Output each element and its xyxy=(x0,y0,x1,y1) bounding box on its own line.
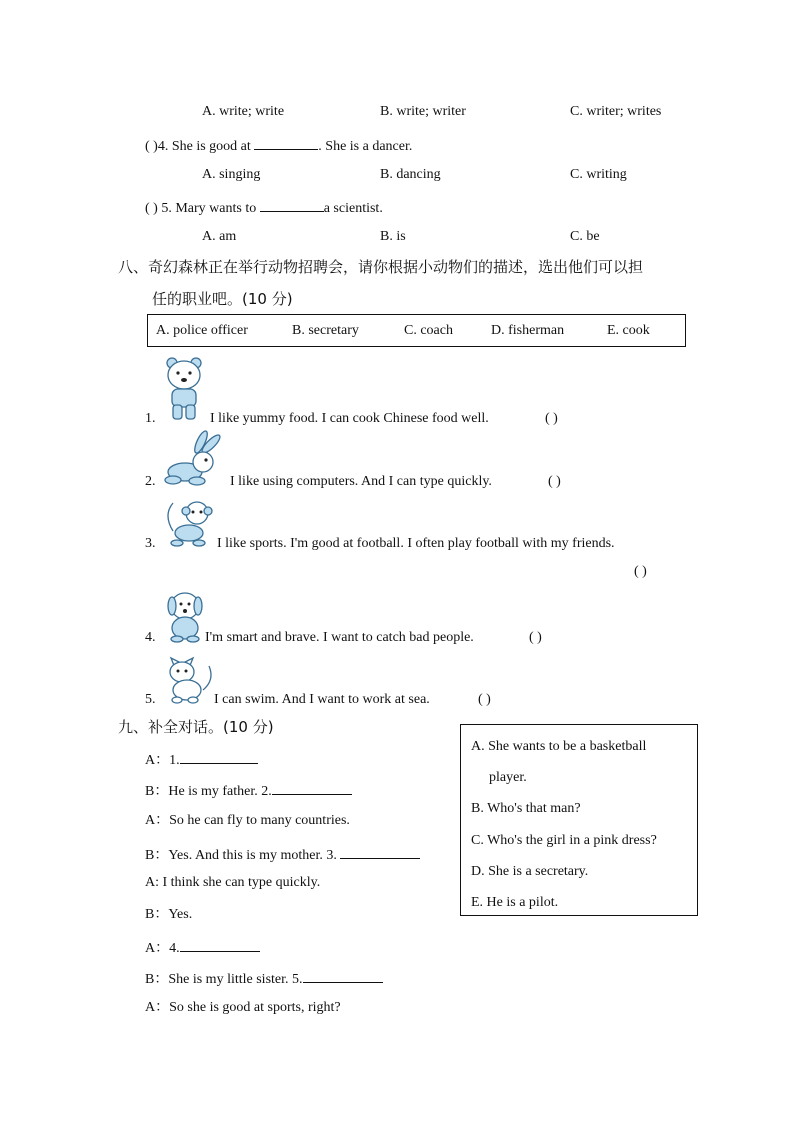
section-9-title: 九、补全对话。(10 分) xyxy=(118,718,274,736)
item-5-answer[interactable]: ( ) xyxy=(478,692,491,707)
section-8-title-cont: 任的职业吧。(10 分) xyxy=(152,290,293,308)
q3-option-c: C. writer; writes xyxy=(570,104,662,119)
question-4: ( )4. She is good at . She is a dancer. xyxy=(145,135,412,156)
question-5: ( ) 5. Mary wants to a scientist. xyxy=(145,197,383,218)
item-4-number: 4. xyxy=(145,630,156,645)
q3-option-a: A. write; write xyxy=(202,104,285,119)
dialogue-line-1: A：1. xyxy=(145,749,258,770)
job-option-d: D. fisherman xyxy=(491,323,565,338)
item-3-number: 3. xyxy=(145,536,156,551)
choice-c: C. Who's the girl in a pink dress? xyxy=(471,833,657,848)
item-2-number: 2. xyxy=(145,474,156,489)
answer-paren[interactable]: ( ) xyxy=(145,201,158,216)
item-1-text: I like yummy food. I can cook Chinese food well. xyxy=(210,411,489,426)
q4-option-c: C. writing xyxy=(570,167,627,182)
cat-icon xyxy=(163,652,215,704)
job-options-box xyxy=(147,314,686,347)
job-option-e: E. cook xyxy=(607,323,650,338)
choice-b: B. Who's that man? xyxy=(471,801,581,816)
answer-blank[interactable] xyxy=(272,780,352,795)
choice-d: D. She is a secretary. xyxy=(471,864,589,879)
item-2-text: I like using computers. And I can type quickly. xyxy=(230,474,492,489)
bear-icon xyxy=(160,355,208,423)
item-2-answer[interactable]: ( ) xyxy=(548,474,561,489)
item-1-answer[interactable]: ( ) xyxy=(545,411,558,426)
answer-blank[interactable] xyxy=(303,968,383,983)
job-option-c: C. coach xyxy=(404,323,453,338)
dialogue-line-2: B：He is my father. 2. xyxy=(145,780,352,801)
job-option-b: B. secretary xyxy=(292,323,359,338)
rabbit-icon xyxy=(163,430,229,488)
dialogue-line-4: B：Yes. And this is my mother. 3. xyxy=(145,844,420,865)
dialogue-line-6: B：Yes. xyxy=(145,907,193,922)
item-4-text: I'm smart and brave. I want to catch bad people. xyxy=(205,630,474,645)
job-option-a: A. police officer xyxy=(156,323,248,338)
answer-paren[interactable]: ( ) xyxy=(145,139,158,154)
item-3-answer[interactable]: ( ) xyxy=(634,564,647,579)
q4-option-b: B. dancing xyxy=(380,167,441,182)
item-3-text: I like sports. I'm good at football. I often play football with my friends. xyxy=(217,536,615,551)
answer-blank[interactable] xyxy=(254,135,318,150)
q5-option-c: C. be xyxy=(570,229,600,244)
dialogue-line-9: A：So she is good at sports, right? xyxy=(145,1000,341,1015)
answer-blank[interactable] xyxy=(340,844,420,859)
dialogue-line-8: B：She is my little sister. 5. xyxy=(145,968,383,989)
dialogue-choices-box xyxy=(460,724,698,916)
dialogue-line-5: A: I think she can type quickly. xyxy=(145,875,321,890)
choice-a: A. She wants to be a basketball xyxy=(471,739,647,754)
choice-e: E. He is a pilot. xyxy=(471,895,559,910)
item-5-number: 5. xyxy=(145,692,156,707)
q5-option-b: B. is xyxy=(380,229,406,244)
dialogue-line-7: A：4. xyxy=(145,937,260,958)
answer-blank[interactable] xyxy=(180,749,258,764)
q5-option-a: A. am xyxy=(202,229,237,244)
monkey-icon xyxy=(163,497,217,549)
answer-blank[interactable] xyxy=(180,937,260,952)
dialogue-line-3: A：So he can fly to many countries. xyxy=(145,813,350,828)
item-1-number: 1. xyxy=(145,411,156,426)
choice-a-cont: player. xyxy=(489,770,527,785)
q3-option-b: B. write; writer xyxy=(380,104,466,119)
q4-option-a: A. singing xyxy=(202,167,261,182)
dog-icon xyxy=(163,590,207,644)
item-4-answer[interactable]: ( ) xyxy=(529,630,542,645)
answer-blank[interactable] xyxy=(260,197,324,212)
item-5-text: I can swim. And I want to work at sea. xyxy=(214,692,430,707)
section-8-title: 八、奇幻森林正在举行动物招聘会，请你根据小动物们的描述，选出他们可以担 xyxy=(118,258,644,276)
